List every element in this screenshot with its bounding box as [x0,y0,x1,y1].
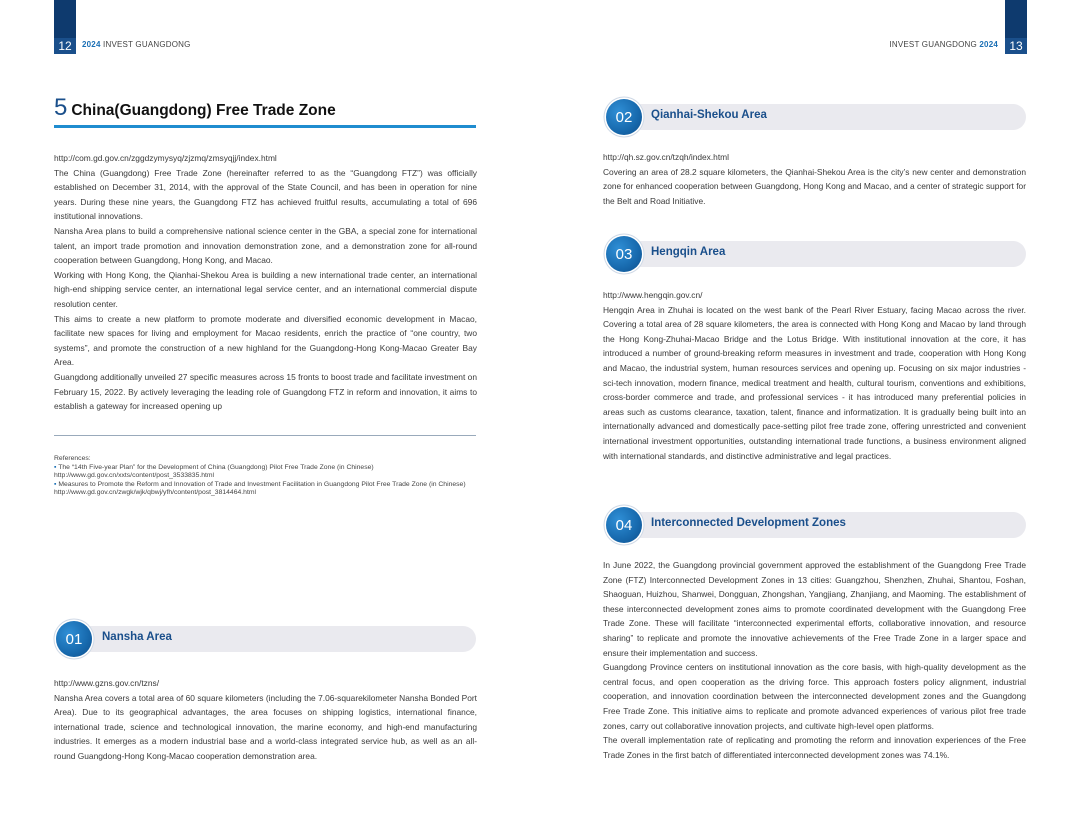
area-01-number-badge: 01 [56,621,92,657]
section-number: 5 [54,94,68,121]
left-page-number: 12 [54,0,76,54]
bullet-icon: ▪ [54,463,57,471]
reference-item [54,464,478,481]
right-header-title: INVEST GUANGDONG [889,40,977,49]
reference-text[interactable]: The “14th Five-year Plan” for the Development of China (Guangdong) Pilot Free Trade Zone (in Chinese) http://www.gd.gov.cn/xxts/content/post_3533835.html [54,463,374,480]
area-02-url[interactable]: http://qh.sz.gov.cn/tzqh/index.html [603,152,730,162]
section-paragraph: The China (Guangdong) Free Trade Zone (hereinafter referred to as the “Guangdong FTZ”) was officially established on December 31, 2014, with the approval of the State Council, and has been in operation for nine years. During these nine years, the Guangdong FTZ has achieved fruitful results, accumulating a total of 696 institutional innovations. [54,167,477,222]
bullet-icon: ▪ [54,480,57,488]
left-running-header [82,40,191,49]
area-01-body [54,676,477,764]
area-03-body [603,288,1026,463]
area-04-title: Interconnected Development Zones [651,517,846,529]
area-03-number-badge: 03 [606,236,642,272]
area-03-paragraph: Hengqin Area in Zhuhai is located on the west bank of the Pearl River Estuary, facing Macao across the river. Covering a total area of 28 square kilometers, the area is connected with Hong Kong and Macao by land through the Hong Kong-Zhuhai-Macao Bridge and the Lotus Bridge. With institutional innovation at the core, it has introduced a number of ground-breaking reform measures in investment and trade, cooperation with Hong Kong and Macao, the industrial system, human resources services and opening up. Focusing on six major industries - sci-tech innovation, modern finance, medical treatment and health, cultural tourism, conventions and exhibitions, cross-border commerce and trade, and professional services - it has introduced many preferential policies in areas such as customs clearance, taxation, talent, finance and informatization. It is gradually being built into an internationally advanced and domestically pace-setting pilot free trade zone, offering unrestricted and convenient international investment opportunities, outstanding international trade functions, a business environment aligned with international standards, and distinctive administrative and legal practices. [603,304,1026,461]
section-paragraph: This aims to create a new platform to promote moderate and diversified economic development in Macao, facilitate new spaces for living and employment for Macao residents, enrich the practice of “one country, two systems”, and promote the construction of a new highland for the Guangdong-Hong Kong-Macao Greater Bay Area. [54,313,477,368]
area-04-body [603,558,1026,762]
right-running-header [889,40,998,49]
area-01-url[interactable]: http://www.gzns.gov.cn/tzns/ [54,678,160,688]
section-paragraph: Nansha Area plans to build a comprehensive national science center in the GBA, a special zone for international talent, an import trade promotion and innovation demonstration zone, and a demonstration zone for all-round cooperation between Guangdong, Hong Kong, and Macao. [54,225,477,266]
area-02-paragraph: Covering an area of 28.2 square kilometers, the Qianhai-Shekou Area is the city’s new center and demonstration zone for enhanced cooperation between Guangdong, Hong Kong and Macao, and a center of strategic support for the Belt and Road Initiative. [603,166,1026,206]
reference-text[interactable]: Measures to Promote the Reform and Innovation of Trade and Investment Facilitation in Guangdong Pilot Free Trade Zone (in Chinese) http://www.gd.gov.cn/zwgk/wjk/qbwj/yfh/content/post_3814464.html [54,480,466,497]
area-03-url[interactable]: http://www.hengqin.gov.cn/ [603,290,703,300]
section-heading [54,96,336,120]
area-01-title: Nansha Area [102,631,172,643]
area-02-title: Qianhai-Shekou Area [651,109,767,121]
area-02-number-badge: 02 [606,99,642,135]
area-01-paragraph: Nansha Area covers a total area of 60 square kilometers (including the 7.06-squarekilometer Nansha Bonded Port Area). Due to its geographical advantages, the area focuses on shipping logistics, international finance, international trade, science and technological innovation, the marine economy, and high-end manufacturing industries. It emerges as a modern industrial base and a world-class integrated service hub, as well as an all-round Guangdong-Hong Kong-Macao cooperation demonstration area. [54,692,477,761]
right-page-number: 13 [1005,0,1027,54]
section-paragraph: Guangdong additionally unveiled 27 specific measures across 15 fronts to boost trade and facilitate investment on February 15, 2022. By actively leveraging the leading role of Guangdong FTZ in reform and innovation, it aims to establish a gateway for increased opening up [54,371,477,412]
section-body [54,151,477,414]
reference-item [54,481,478,498]
area-04-paragraph: In June 2022, the Guangdong provincial government approved the establishment of the Guangdong Free Trade Zone (FTZ) Interconnected Development Zones in 13 cities: Guangzhou, Shenzhen, Zhuhai, Shantou, Foshan, Shaoguan, Huizhou, Shanwei, Dongguan, Zhongshan, Yangjiang, Zhanjiang, and Maoming. The establishment of these interconnected development zones aims to promote coordinated development with the Guangdong Free Trade Zone. These will facilitate “interconnected experimental efforts, collaborative innovation, and resource sharing” to replicate and promote the innovative achievements of the Free Trade Zone in a larger space and ensure their implementation and success. [603,560,1026,658]
section-url[interactable]: http://com.gd.gov.cn/zggdzymysyq/zjzmq/zmsyqjj/index.html [54,153,277,163]
section-paragraph: Working with Hong Kong, the Qianhai-Shekou Area is building a new international trade center, an international high-end shipping service center, an international legal service center, and an international commercial dispute resolution center. [54,269,477,309]
left-header-year: 2024 [82,40,101,49]
title-underline [54,125,476,128]
section-title: China(Guangdong) Free Trade Zone [71,102,336,119]
area-02-body [603,150,1026,208]
area-03-title: Hengqin Area [651,246,726,258]
area-04-paragraph: The overall implementation rate of replicating and promoting the reform and innovation experiences of the Free Trade Zones in the first batch of differentiated interconnected development zones was 74.1%. [603,735,1026,760]
right-header-year: 2024 [979,40,998,49]
left-header-title: INVEST GUANGDONG [103,40,191,49]
references-divider [54,435,476,436]
references [54,455,478,498]
area-04-number-badge: 04 [606,507,642,543]
area-04-paragraph: Guangdong Province centers on institutional innovation as the core basis, with high-quality development as the central focus, and open cooperation as the driving force. This approach fosters policy alignment, industrial cooperation, and innovation coordination between the interconnected development zones and the Guangdong Free Trade Zone. This initiative aims to replicate and promote advanced experiences of various pilot free trade zones, carry out collaborative innovation projects, and cultivate high-level open platforms. [603,662,1026,731]
references-heading: References: [54,455,91,462]
